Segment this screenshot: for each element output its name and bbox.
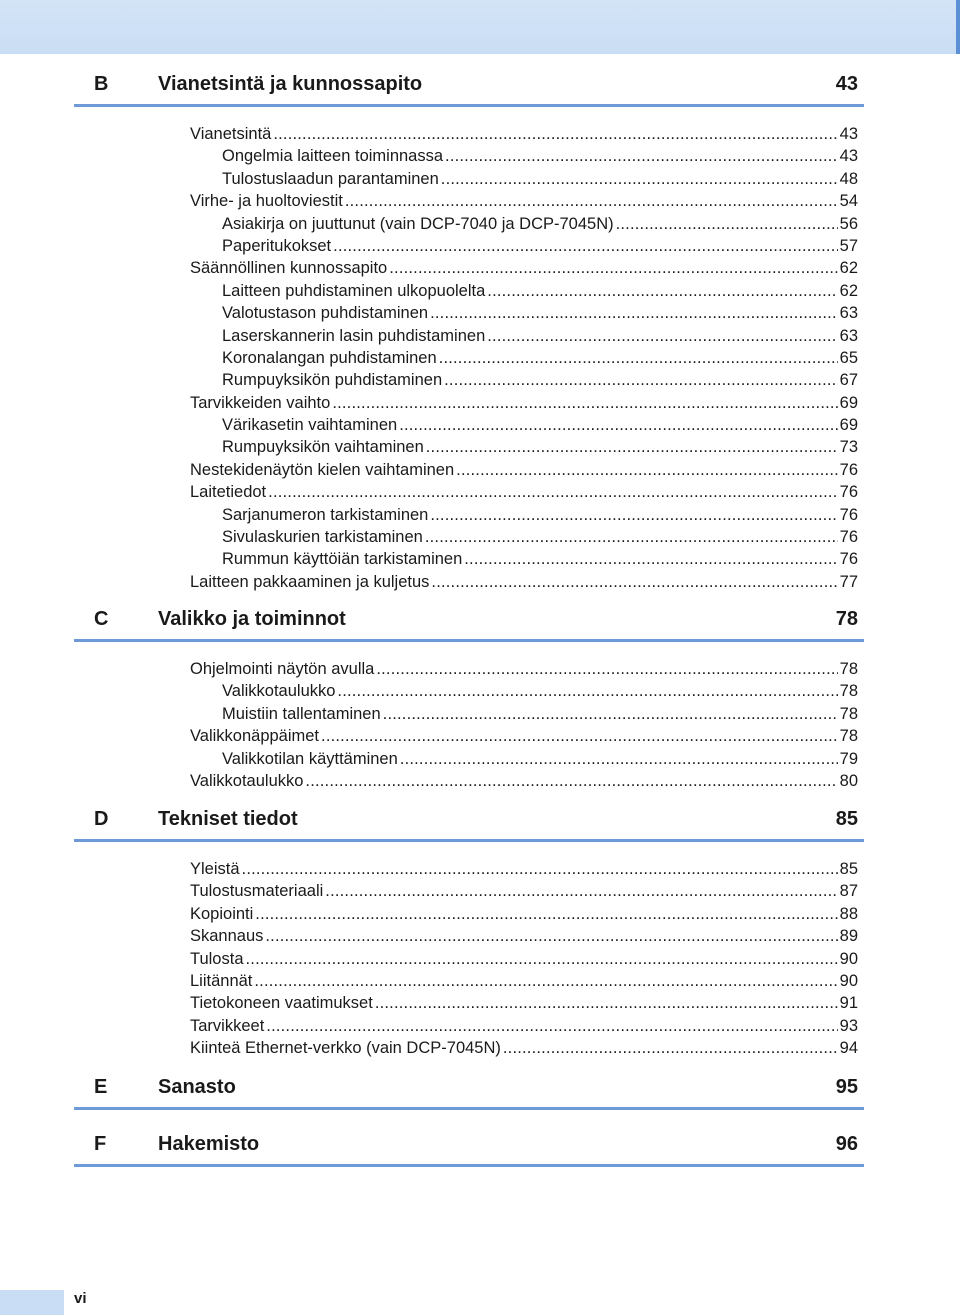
dot-leader <box>389 257 837 279</box>
entry-page-number: 78 <box>839 727 858 746</box>
toc-entry[interactable] <box>74 123 858 145</box>
dot-leader <box>430 302 838 324</box>
toc-entry[interactable] <box>74 145 858 167</box>
toc-entry[interactable] <box>74 481 858 503</box>
entry-page-number: 76 <box>839 460 858 479</box>
toc-entry[interactable] <box>74 369 858 391</box>
toc-entry[interactable] <box>74 504 858 526</box>
toc-entry[interactable] <box>74 526 858 548</box>
dot-leader <box>345 190 838 212</box>
section-page-number: 78 <box>835 608 858 630</box>
toc-entry[interactable] <box>74 325 858 347</box>
toc-section <box>74 1120 864 1167</box>
entry-title: Valikkotaulukko <box>190 771 304 790</box>
entry-title: Kiinteä Ethernet-verkko (vain DCP-7045N) <box>190 1039 501 1058</box>
entry-title: Tulosta <box>190 949 244 968</box>
entry-page-number: 67 <box>839 371 858 390</box>
dot-leader <box>445 145 838 167</box>
dot-leader <box>376 658 837 680</box>
section-letter: E <box>94 1076 108 1098</box>
dot-leader <box>266 1015 837 1037</box>
toc-entry[interactable] <box>74 436 858 458</box>
dot-leader <box>265 925 837 947</box>
section-title: Sanasto <box>158 1076 236 1098</box>
entry-page-number: 90 <box>839 949 858 968</box>
toc-entry[interactable] <box>74 770 858 792</box>
dot-leader <box>441 168 838 190</box>
section-letter: C <box>94 608 109 630</box>
entry-title: Valikkotilan käyttäminen <box>222 749 398 768</box>
entry-list <box>74 858 864 1060</box>
entry-title: Koronalangan puhdistaminen <box>222 348 437 367</box>
entry-page-number: 48 <box>839 169 858 188</box>
entry-page-number: 85 <box>839 860 858 878</box>
dot-leader <box>444 369 838 391</box>
section-heading[interactable] <box>74 60 864 107</box>
entry-page-number: 63 <box>839 304 858 323</box>
entry-page-number: 90 <box>839 971 858 990</box>
section-page-number: 95 <box>835 1076 858 1098</box>
toc-entry[interactable] <box>74 414 858 436</box>
section-heading[interactable] <box>74 1120 864 1167</box>
dot-leader <box>332 392 837 414</box>
toc-entry[interactable] <box>74 680 858 702</box>
toc-entry[interactable] <box>74 880 858 902</box>
entry-page-number: 76 <box>839 550 858 569</box>
entry-title: Ongelmia laitteen toiminnassa <box>222 147 444 166</box>
entry-page-number: 77 <box>839 572 858 591</box>
toc-entry[interactable] <box>74 459 858 481</box>
toc-section <box>74 795 864 1060</box>
entry-title: Ohjelmointi näytön avulla <box>190 660 375 678</box>
entry-list <box>74 658 864 792</box>
dot-leader <box>487 325 837 347</box>
entry-page-number: 76 <box>839 528 858 547</box>
entry-page-number: 78 <box>839 682 858 701</box>
entry-title: Laitteen pakkaaminen ja kuljetus <box>190 572 430 591</box>
entry-page-number: 78 <box>839 660 858 678</box>
toc-entry[interactable] <box>74 925 858 947</box>
entry-title: Rummun käyttöiän tarkistaminen <box>222 550 463 569</box>
dot-leader <box>399 414 837 436</box>
toc-section <box>74 60 864 593</box>
toc-entry[interactable] <box>74 280 858 302</box>
toc-entry[interactable] <box>74 190 858 212</box>
toc-entry[interactable] <box>74 970 858 992</box>
entry-title: Valotustason puhdistaminen <box>222 304 429 323</box>
dot-leader <box>425 526 838 548</box>
entry-title: Laserskannerin lasin puhdistaminen <box>222 326 486 345</box>
dot-leader <box>464 548 837 570</box>
entry-title: Liitännät <box>190 971 253 990</box>
section-title: Tekniset tiedot <box>158 808 298 830</box>
toc-entry[interactable] <box>74 658 858 680</box>
entry-page-number: 62 <box>839 281 858 300</box>
entry-title: Valikkotaulukko <box>222 682 336 701</box>
dot-leader <box>333 235 837 257</box>
toc-entry[interactable] <box>74 903 858 925</box>
footer-tab <box>0 1290 64 1315</box>
dot-leader <box>431 571 837 593</box>
entry-title: Laitteen puhdistaminen ulkopuolelta <box>222 281 486 300</box>
dot-leader <box>268 481 837 503</box>
dot-leader <box>246 948 838 970</box>
section-page-number: 43 <box>835 73 858 95</box>
entry-title: Asiakirja on juuttunut (vain DCP-7040 ja DCP-7045N) <box>222 214 614 233</box>
toc-entry[interactable] <box>74 1037 858 1059</box>
section-title: Vianetsintä ja kunnossapito <box>158 73 423 95</box>
entry-page-number: 73 <box>839 438 858 457</box>
entry-page-number: 69 <box>839 393 858 412</box>
toc-entry[interactable] <box>74 213 858 235</box>
entry-title: Vianetsintä <box>190 125 272 143</box>
entry-page-number: 76 <box>839 505 858 524</box>
toc-entry[interactable] <box>74 703 858 725</box>
dot-leader <box>430 504 837 526</box>
toc-entry[interactable] <box>74 347 858 369</box>
entry-page-number: 94 <box>839 1039 858 1058</box>
page-header-band <box>0 0 960 54</box>
dot-leader <box>503 1037 838 1059</box>
section-heading[interactable] <box>74 595 864 642</box>
section-heading[interactable] <box>74 795 864 842</box>
entry-title: Tarvikkeet <box>190 1016 265 1035</box>
section-page-number: 85 <box>835 808 858 830</box>
entry-title: Valikkonäppäimet <box>190 727 320 746</box>
entry-page-number: 87 <box>839 882 858 901</box>
entry-title: Tulostuslaadun parantaminen <box>222 169 439 188</box>
dot-leader <box>242 858 838 880</box>
entry-title: Nestekidenäytön kielen vaihtaminen <box>190 460 455 479</box>
dot-leader <box>383 703 838 725</box>
section-letter: D <box>94 808 109 830</box>
toc-entry[interactable] <box>74 168 858 190</box>
entry-page-number: 79 <box>839 749 858 768</box>
section-heading[interactable] <box>74 1063 864 1110</box>
entry-title: Tarvikkeiden vaihto <box>190 393 331 412</box>
toc-entry[interactable] <box>74 725 858 747</box>
dot-leader <box>400 748 838 770</box>
entry-page-number: 93 <box>839 1016 858 1035</box>
entry-title: Skannaus <box>190 927 264 946</box>
section-title: Hakemisto <box>158 1133 260 1155</box>
dot-leader <box>426 436 838 458</box>
entry-title: Rumpuyksikön vaihtaminen <box>222 438 424 457</box>
toc-entry[interactable] <box>74 1015 858 1037</box>
section-letter: F <box>94 1133 107 1155</box>
entry-title: Paperitukokset <box>222 236 332 255</box>
entry-page-number: 69 <box>839 416 858 435</box>
toc-entry[interactable] <box>74 571 858 593</box>
entry-page-number: 56 <box>839 214 858 233</box>
toc-entry[interactable] <box>74 257 858 279</box>
entry-list <box>74 123 864 593</box>
entry-page-number: 54 <box>839 192 858 211</box>
toc-entry[interactable] <box>74 392 858 414</box>
entry-page-number: 63 <box>839 326 858 345</box>
toc-entry[interactable] <box>74 748 858 770</box>
entry-page-number: 43 <box>839 147 858 166</box>
entry-title: Tulostusmateriaali <box>190 882 324 901</box>
dot-leader <box>273 123 837 145</box>
entry-title: Muistiin tallentaminen <box>222 704 381 723</box>
dot-leader <box>375 992 838 1014</box>
entry-title: Sarjanumeron tarkistaminen <box>222 505 429 524</box>
dot-leader <box>325 880 837 902</box>
dot-leader <box>337 680 837 702</box>
section-page-number: 96 <box>835 1133 858 1155</box>
entry-title: Yleistä <box>190 860 240 878</box>
entry-page-number: 78 <box>839 704 858 723</box>
toc-entry[interactable] <box>74 858 858 880</box>
entry-page-number: 62 <box>839 259 858 278</box>
entry-title: Tietokoneen vaatimukset <box>190 994 373 1013</box>
section-title: Valikko ja toiminnot <box>158 608 346 630</box>
dot-leader <box>487 280 837 302</box>
header-accent-edge <box>956 0 960 54</box>
entry-page-number: 89 <box>839 927 858 946</box>
toc-section <box>74 1063 864 1110</box>
entry-title: Värikasetin vaihtaminen <box>222 416 398 435</box>
toc-entry[interactable] <box>74 948 858 970</box>
entry-title: Sivulaskurien tarkistaminen <box>222 528 423 547</box>
dot-leader <box>321 725 838 747</box>
entry-page-number: 43 <box>839 125 858 143</box>
toc-entry[interactable] <box>74 235 858 257</box>
entry-title: Rumpuyksikön puhdistaminen <box>222 371 443 390</box>
entry-page-number: 76 <box>839 483 858 502</box>
toc-entry[interactable] <box>74 302 858 324</box>
dot-leader <box>456 459 837 481</box>
entry-title: Säännöllinen kunnossapito <box>190 259 388 278</box>
entry-page-number: 57 <box>839 236 858 255</box>
toc-entry[interactable] <box>74 992 858 1014</box>
footer-page-number: vi <box>74 1290 87 1307</box>
entry-page-number: 91 <box>839 994 858 1013</box>
entry-page-number: 65 <box>839 348 858 367</box>
entry-page-number: 88 <box>839 904 858 923</box>
entry-title: Laitetiedot <box>190 483 267 502</box>
toc-section <box>74 595 864 792</box>
dot-leader <box>254 970 837 992</box>
dot-leader <box>255 903 837 925</box>
dot-leader <box>439 347 838 369</box>
dot-leader <box>305 770 837 792</box>
entry-title: Virhe- ja huoltoviestit <box>190 192 343 211</box>
section-letter: B <box>94 73 109 95</box>
dot-leader <box>616 213 838 235</box>
toc-entry[interactable] <box>74 548 858 570</box>
entry-title: Kopiointi <box>190 904 254 923</box>
entry-page-number: 80 <box>839 771 858 790</box>
